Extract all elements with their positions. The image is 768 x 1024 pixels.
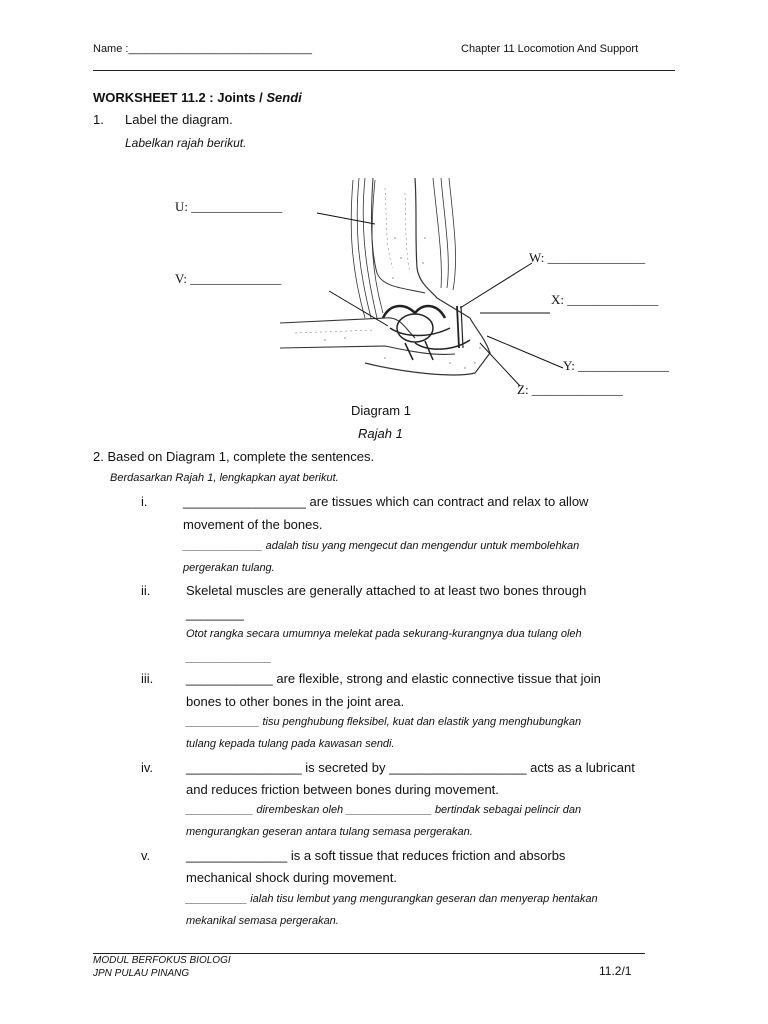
item-en-line2: mechanical shock during movement. [186, 870, 397, 885]
q2-instruction-ms: Berdasarkan Rajah 1, lengkapkan ayat berikut. [110, 472, 339, 484]
q1-number: 1. [93, 112, 104, 127]
worksheet-title [93, 90, 302, 105]
item-number: i. [141, 494, 148, 509]
item-en-line2: ________ [186, 606, 244, 621]
worksheet-title-italic: Sendi [266, 90, 302, 105]
page-number: 11.2/1 [599, 964, 632, 978]
item-ms-line1: Otot rangka secara umumnya melekat pada sekurang-kurangnya dua tulang oleh [186, 628, 582, 640]
item-ms-line2: mengurangkan geseran antara tulang semasa pergerakan. [186, 826, 473, 838]
item-en-line1: _________________ are tissues which can contract and relax to allow [183, 494, 589, 509]
name-field-label: Name :______________________________ [93, 43, 312, 55]
diagram-caption-en: Diagram 1 [351, 403, 411, 418]
label-U-blank[interactable]: U: ______________ [175, 199, 283, 214]
item-en-line2: movement of the bones. [183, 517, 323, 532]
worksheet-title-main: WORKSHEET 11.2 : Joints / [93, 90, 267, 105]
item-number: iv. [141, 760, 154, 775]
item-en-line1: ______________ is a soft tissue that reduces friction and absorbs [186, 848, 566, 863]
q1-instruction-en: Label the diagram. [125, 112, 233, 127]
item-ms-line1: __________ ialah tisu lembut yang mengurangkan geseran dan menyerap hentakan [186, 893, 598, 905]
q2-instruction-en: 2. Based on Diagram 1, complete the sentences. [93, 449, 375, 464]
label-V-blank[interactable]: V: ______________ [175, 271, 282, 286]
label-W-blank[interactable]: W: _______________ [529, 250, 646, 265]
label-Y-blank[interactable]: Y: ______________ [563, 358, 670, 373]
header-rule [93, 70, 675, 71]
footer-rule [93, 953, 645, 954]
item-ms-line1: ___________ dirembeskan oleh ______________ bertindak sebagai pelincir dan [186, 804, 582, 816]
footer-module: MODUL BERFOKUS BIOLOGI [93, 955, 231, 966]
item-number: v. [141, 848, 151, 863]
label-Z-blank[interactable]: Z: ______________ [517, 382, 623, 397]
chapter-title: Chapter 11 Locomotion And Support [461, 43, 639, 55]
item-en-line1: ________________ is secreted by ___________________ acts as a lubricant [186, 760, 635, 775]
item-en-line2: and reduces friction between bones during movement. [186, 782, 499, 797]
item-ms-line2: pergerakan tulang. [183, 562, 275, 574]
item-ms-line1: ____________ tisu penghubung fleksibel, kuat dan elastik yang menghubungkan [186, 716, 582, 728]
diagram-caption-ms: Rajah 1 [358, 426, 403, 441]
item-en-line1: ____________ are flexible, strong and elastic connective tissue that join [186, 671, 601, 686]
item-en-line1: Skeletal muscles are generally attached to at least two bones through [186, 583, 587, 598]
elbow-joint-diagram [265, 178, 495, 393]
label-X-blank[interactable]: X: ______________ [551, 292, 659, 307]
item-ms-line2: ______________ [186, 652, 272, 664]
item-ms-line1: _____________ adalah tisu yang mengecut dan mengendur untuk membolehkan [183, 540, 580, 552]
item-number: iii. [141, 671, 154, 686]
footer-organisation: JPN PULAU PINANG [93, 968, 190, 979]
item-en-line2: bones to other bones in the joint area. [186, 694, 405, 709]
item-ms-line2: tulang kepada tulang pada kawasan sendi. [186, 738, 395, 750]
item-number: ii. [141, 583, 151, 598]
item-ms-line2: mekanikal semasa pergerakan. [186, 915, 339, 927]
q1-instruction-ms: Labelkan rajah berikut. [125, 136, 247, 150]
